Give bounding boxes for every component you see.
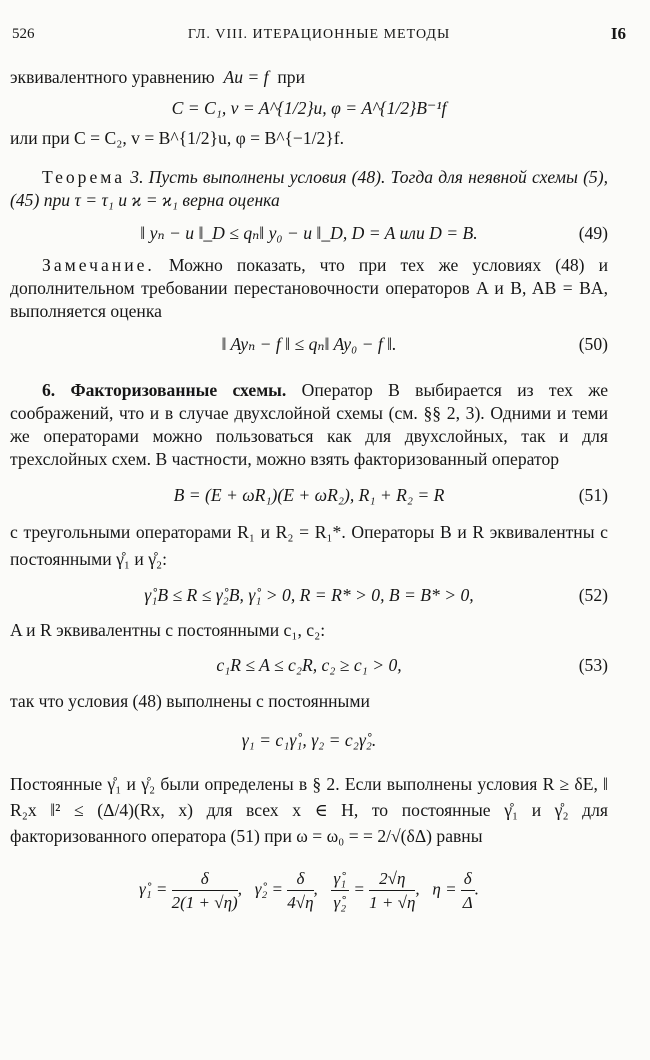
chapter-title: ГЛ. VIII. ИТЕРАЦИОННЫЕ МЕТОДЫ — [187, 27, 451, 42]
remark: Замечание. Можно показать, что при тех же условиях (48) и дополнительном требовании перестановочности операторов A и B, AB = BA, выполняется оценка — [10, 255, 608, 321]
fraction-ratio-rhs: $\frac{2√\eta}{1 + √\eta}$ — [369, 869, 416, 912]
paragraph-constants: Постоянные γ̊₁ и γ̊₂ были определены в § 2. Если выполнены условия R ≥ δE, ‖ R₂x ‖² ≤ (Δ/4)(Rx, x) для всех x ∈ H, то постоянные γ̊₁ и γ̊₂ для факторизованного оператора (51) при ω = ω₀ = = 2/√(δΔ) равны — [10, 774, 608, 846]
paragraph-triangular: с треугольными операторами R₁ и R₂ = R₁*. Операторы B и R эквивалентны с постоянными γ̊₁ и γ̊₂: — [10, 522, 608, 569]
c2-line: или при C = C₂, v = B^{1/2}u, φ = B^{−1/2}f. — [10, 128, 345, 148]
equation-50: ‖ Ayₙ − f ‖ ≤ qₙ‖ Ay₀ − f ‖. (50) — [221, 334, 608, 354]
equation-50-number: (50) — [578, 334, 608, 354]
equation-53: c₁R ≤ A ≤ c₂R, c₂ ≥ c₁ > 0, (53) — [216, 655, 608, 675]
equation-final: γ̊₁ = $\frac{\delta}{2(1 + √\eta)}$ , γ̊₂ = $\frac{\delta}{4√\eta}$ , $\frac{\text{γ̊₁}}{\text{γ̊₂}}$ = $\frac{2√\eta}{1 + √\eta}$ , η = $\frac{\delta}{\Delta}$ . — [139, 869, 479, 912]
equation-c1: C = C₁, v = A^{1/2}u, φ = A^{1/2}B⁻¹f — [171, 98, 447, 118]
equation-51: B = (E + ωR₁)(E + ωR₂), R₁ + R₂ = R (51) — [173, 485, 608, 505]
equation-gamma: γ₁ = c₁γ̊₁, γ₂ = c₂γ̊₂. — [241, 730, 377, 750]
running-header — [12, 26, 626, 50]
margin-mark: I6 — [610, 24, 626, 43]
equation-49-number: (49) — [578, 223, 608, 243]
equation-51-number: (51) — [578, 485, 608, 505]
section-6: 6. Факторизованные схемы. Оператор B выбирается из тех же соображений, что и в случае двухслойной схемы (см. §§ 2, 3). Одними и теми же операторами можно пользоваться как для двухслойных, так и для трехслойных схем. В частности, можно взять факторизованный оператор — [10, 380, 608, 469]
equation-52: γ̊₁B ≤ R ≤ γ̊₂B, γ̊₁ > 0, R = R* > 0, B = B* > 0, (52) — [144, 585, 608, 605]
intro-line: эквивалентного уравнению Au = f при — [10, 67, 305, 87]
page-body — [10, 66, 608, 929]
paragraph-conditions: так что условия (48) выполнены с постоянными — [10, 691, 370, 711]
equation-52-number: (52) — [578, 585, 608, 605]
paragraph-ar: A и R эквивалентны с постоянными c₁, c₂: — [10, 620, 326, 640]
equation-49: ‖ yₙ − u ‖_D ≤ qₙ‖ y₀ − u ‖_D, D = A или D = B. (49) — [140, 223, 608, 243]
section-title: 6. Факторизованные схемы. — [42, 380, 287, 400]
equation-53-number: (53) — [578, 655, 608, 675]
theorem-3: Теорема 3. Пусть выполнены условия (48). Тогда для неявной схемы (5), (45) при τ = τ₁ и ϰ = ϰ₁ верна оценка — [10, 167, 608, 210]
fraction-gamma1: $\frac{\delta}{2(1 + √\eta)}$ — [171, 869, 238, 912]
page-number: 526 — [12, 26, 35, 42]
fraction-eta: $\frac{\delta}{\Delta}$ — [462, 869, 473, 912]
fraction-gamma2: $\frac{\delta}{4√\eta}$ — [287, 869, 314, 912]
fraction-ratio-lhs: $\frac{\text{γ̊₁}}{\text{γ̊₂}}$ — [331, 867, 350, 914]
